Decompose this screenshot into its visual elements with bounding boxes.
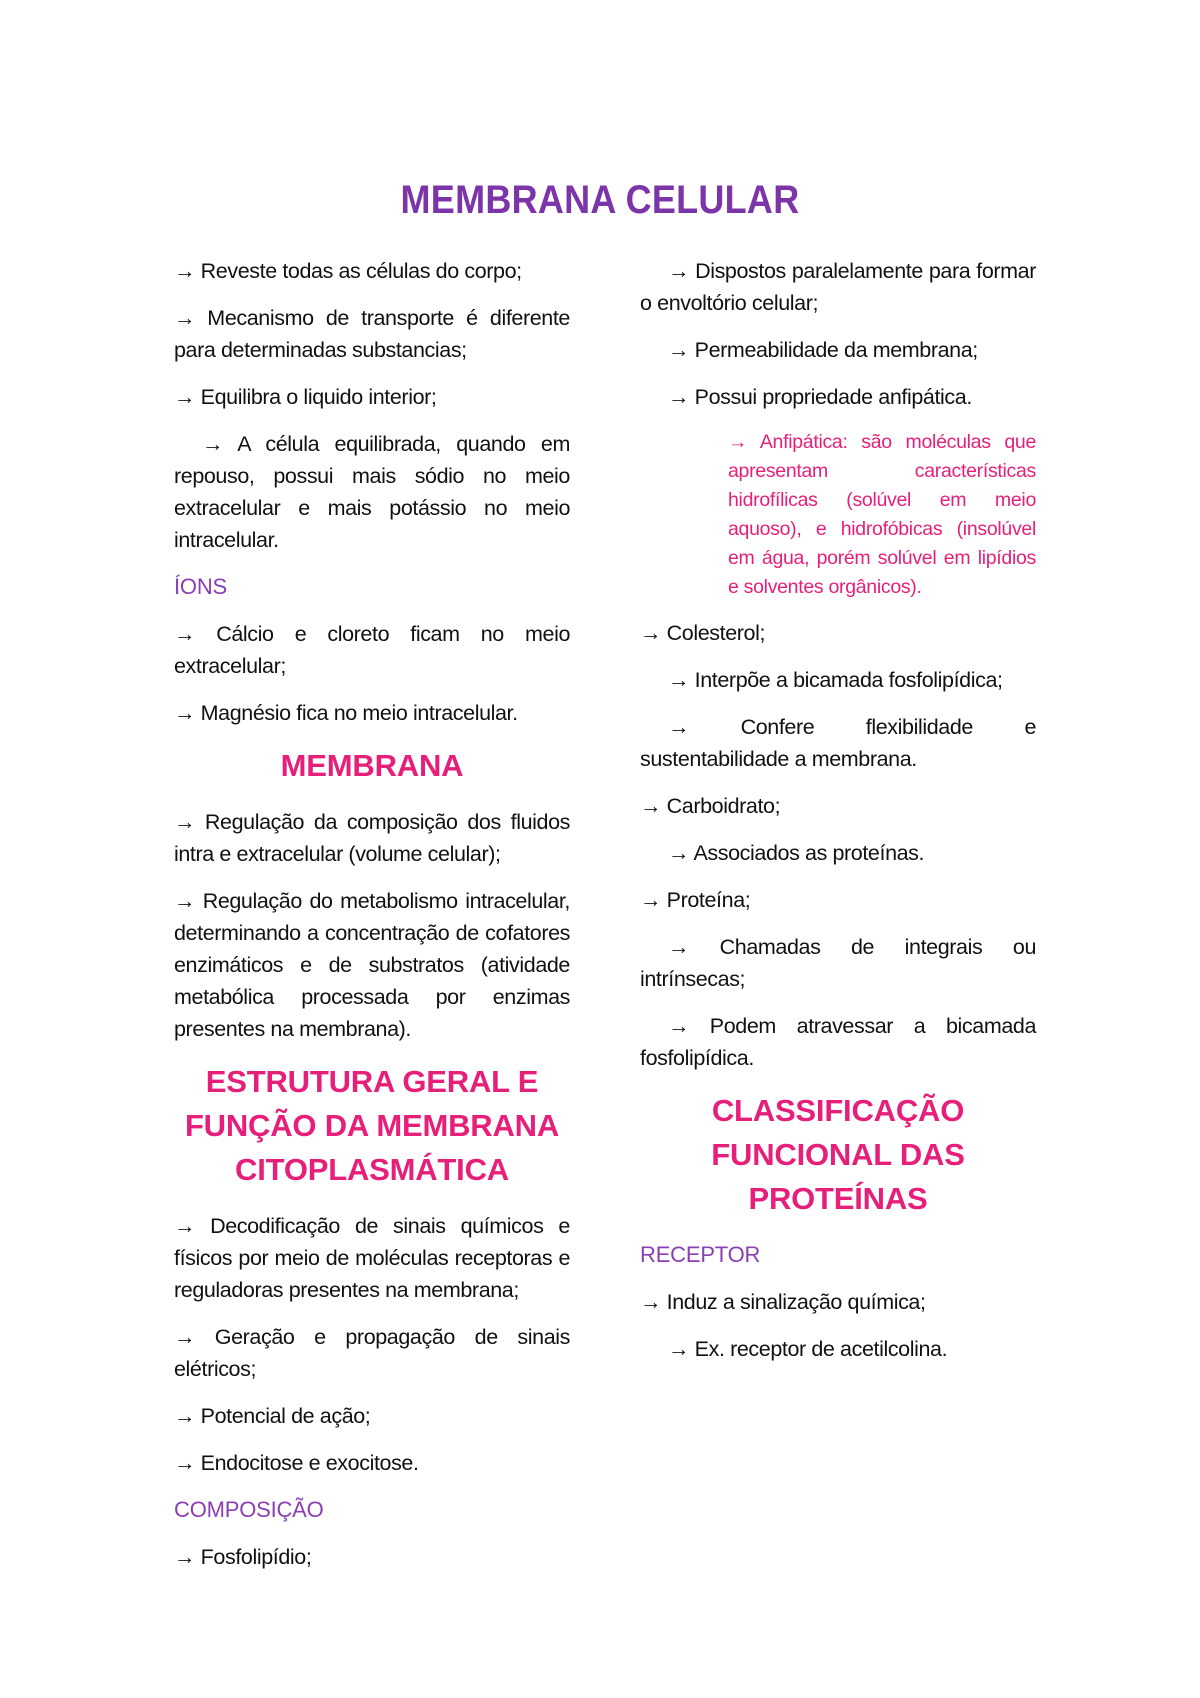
paragraph: → Decodificação de sinais químicos e físicos por meio de moléculas receptoras e reguladoras presentes na membrana; bbox=[174, 1214, 570, 1302]
paragraph: → Confere flexibilidade e sustentabilidade a membrana. bbox=[640, 715, 1036, 771]
paragraph: → Proteína; bbox=[640, 888, 751, 912]
paragraph: → A célula equilibrada, quando em repouso, possui mais sódio no meio extracelular e mais potássio no meio intracelular. bbox=[174, 432, 570, 552]
paragraph: → Cálcio e cloreto ficam no meio extracelular; bbox=[174, 622, 570, 678]
right-column bbox=[640, 255, 1036, 1380]
paragraph: → Podem atravessar a bicamada fosfolipídica. bbox=[640, 1014, 1036, 1070]
paragraph: → Mecanismo de transporte é diferente para determinadas substancias; bbox=[174, 306, 570, 362]
paragraph: → Permeabilidade da membrana; bbox=[668, 338, 978, 362]
left-column bbox=[174, 255, 570, 1588]
subheading-receptor: RECEPTOR bbox=[640, 1242, 761, 1267]
heading-estrutura-geral: ESTRUTURA GERAL E FUNÇÃO DA MEMBRANA CITOPLASMÁTICA bbox=[184, 1064, 560, 1187]
paragraph: → Chamadas de integrais ou intrínsecas; bbox=[640, 935, 1036, 991]
paragraph: → Equilibra o liquido interior; bbox=[174, 385, 437, 409]
page-title: MEMBRANA CELULAR bbox=[400, 178, 800, 222]
paragraph: → Carboidrato; bbox=[640, 794, 781, 818]
paragraph: → Regulação da composição dos fluidos intra e extracelular (volume celular); bbox=[174, 810, 570, 866]
paragraph: → Induz a sinalização química; bbox=[640, 1290, 926, 1314]
paragraph: → Colesterol; bbox=[640, 621, 766, 645]
paragraph: → Geração e propagação de sinais elétricos; bbox=[174, 1325, 570, 1381]
paragraph: → Possui propriedade anfipática. bbox=[668, 385, 972, 409]
heading-membrana: MEMBRANA bbox=[280, 748, 464, 783]
paragraph: → Associados as proteínas. bbox=[668, 841, 925, 865]
definition-note: → Anfipática: são moléculas que apresentam características hidrofílicas (solúvel em meio aquoso), e hidrofóbicas (insolúvel em água, porém solúvel em lipídios e solventes orgânicos). bbox=[728, 431, 1036, 598]
paragraph: → Endocitose e exocitose. bbox=[174, 1451, 419, 1475]
subheading-ions: ÍONS bbox=[174, 574, 227, 599]
paragraph: → Interpõe a bicamada fosfolipídica; bbox=[668, 668, 1003, 692]
paragraph: → Reveste todas as células do corpo; bbox=[174, 259, 522, 283]
paragraph: → Fosfolipídio; bbox=[174, 1545, 312, 1569]
paragraph: → Potencial de ação; bbox=[174, 1404, 371, 1428]
paragraph: → Magnésio fica no meio intracelular. bbox=[174, 701, 518, 725]
paragraph: → Ex. receptor de acetilcolina. bbox=[668, 1337, 948, 1361]
paragraph: → Regulação do metabolismo intracelular, determinando a concentração de cofatores enzimáticos e de substratos (atividade metabólica processada por enzimas presentes na membrana). bbox=[174, 889, 570, 1041]
subheading-composicao: COMPOSIÇÃO bbox=[174, 1497, 324, 1522]
paragraph: → Dispostos paralelamente para formar o envoltório celular; bbox=[640, 259, 1036, 315]
heading-classificacao-funcional: CLASSIFICAÇÃO FUNCIONAL DAS PROTEÍNAS bbox=[711, 1093, 965, 1216]
